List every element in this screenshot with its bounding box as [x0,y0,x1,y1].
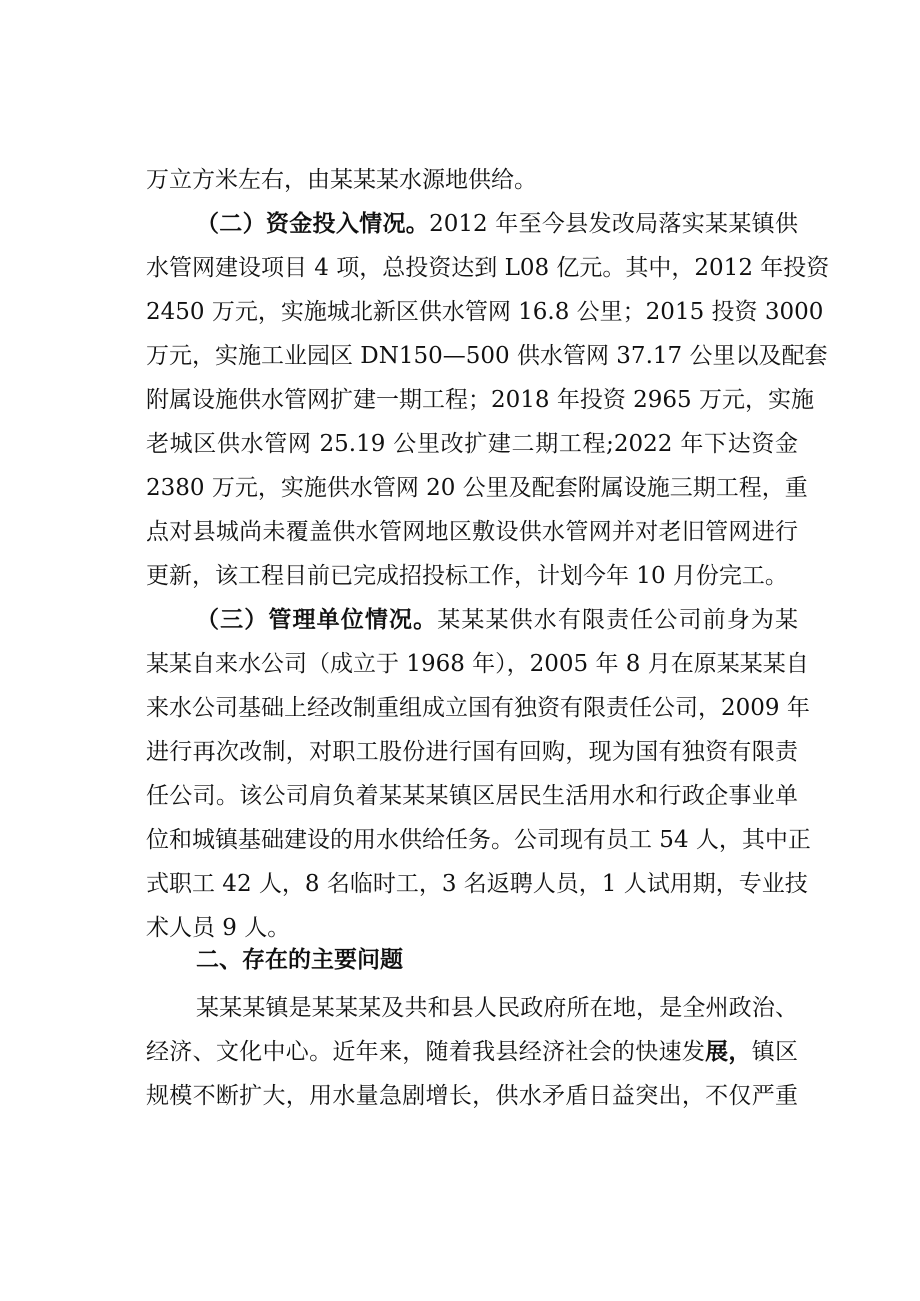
management-line: 任公司。该公司肩负着某某某镇区居民生活用水和行政企事业单 [146,783,798,809]
management-line: 某某自来水公司（成立于 1968 年），2005 年 8 月在原某某某自 [146,651,809,677]
management-line: 位和城镇基础建设的用水供给任务。公司现有员工 54 人，其中正 [146,827,811,853]
management-label: （三）管理单位情况。 [196,607,438,633]
management-line: 术人员 9 人。 [146,915,291,941]
bold-word: 展， [705,1039,752,1065]
problems-line-text: 经济、文化中心。近年来，随着我县经济社会的快速发 [146,1039,706,1065]
section-heading: 二、存在的主要问题 [196,947,403,973]
funding-line: 附属设施供水管网扩建一期工程；2018 年投资 2965 万元，实施 [146,387,814,413]
management-text: 某某某供水有限责任公司前身为某 [437,607,798,633]
funding-line: 2380 万元，实施供水管网 20 公里及配套附属设施三期工程，重 [146,475,808,501]
funding-line: 2450 万元，实施城北新区供水管网 16.8 公里；2015 投资 3000 [146,299,824,325]
funding-line: 老城区供水管网 25.19 公里改扩建二期工程;2022 年下达资金 [146,431,798,457]
funding-line: 点对县城尚未覆盖供水管网地区敷设供水管网并对老旧管网进行 [146,519,798,545]
problems-line: 规模不断扩大，用水量急剧增长，供水矛盾日益突出，不仅严重 [146,1083,798,1109]
problems-line: 某某某镇是某某某及共和县人民政府所在地，是全州政治、 [196,995,798,1021]
funding-line: 水管网建设项目 4 项，总投资达到 L08 亿元。其中，2012 年投资 [146,255,830,281]
problems-line-2 [146,1030,798,1074]
management-line: 来水公司基础上经改制重组成立国有独资有限责任公司，2009 年 [146,695,810,721]
management-paragraph-line-1 [196,598,798,642]
funding-line: 更新，该工程目前已完成招投标工作，计划今年 10 月份完工。 [146,563,788,589]
funding-paragraph-line-1 [196,202,798,246]
funding-text: 2012 年至今县发改局落实某某镇供 [429,211,798,237]
problems-line-tail: 镇区 [751,1039,799,1065]
funding-line: 万元，实施工业园区 DN150—500 供水管网 37.17 公里以及配套 [146,343,828,369]
continuation-text: 万立方米左右，由某某某水源地供给。 [146,167,537,193]
management-line: 进行再次改制，对职工股份进行国有回购，现为国有独资有限责 [146,739,798,765]
continuation-line [146,158,798,202]
management-line: 式职工 42 人，8 名临时工，3 名返聘人员，1 人试用期，专业技 [146,871,808,897]
funding-label: （二）资金投入情况。 [196,211,430,237]
